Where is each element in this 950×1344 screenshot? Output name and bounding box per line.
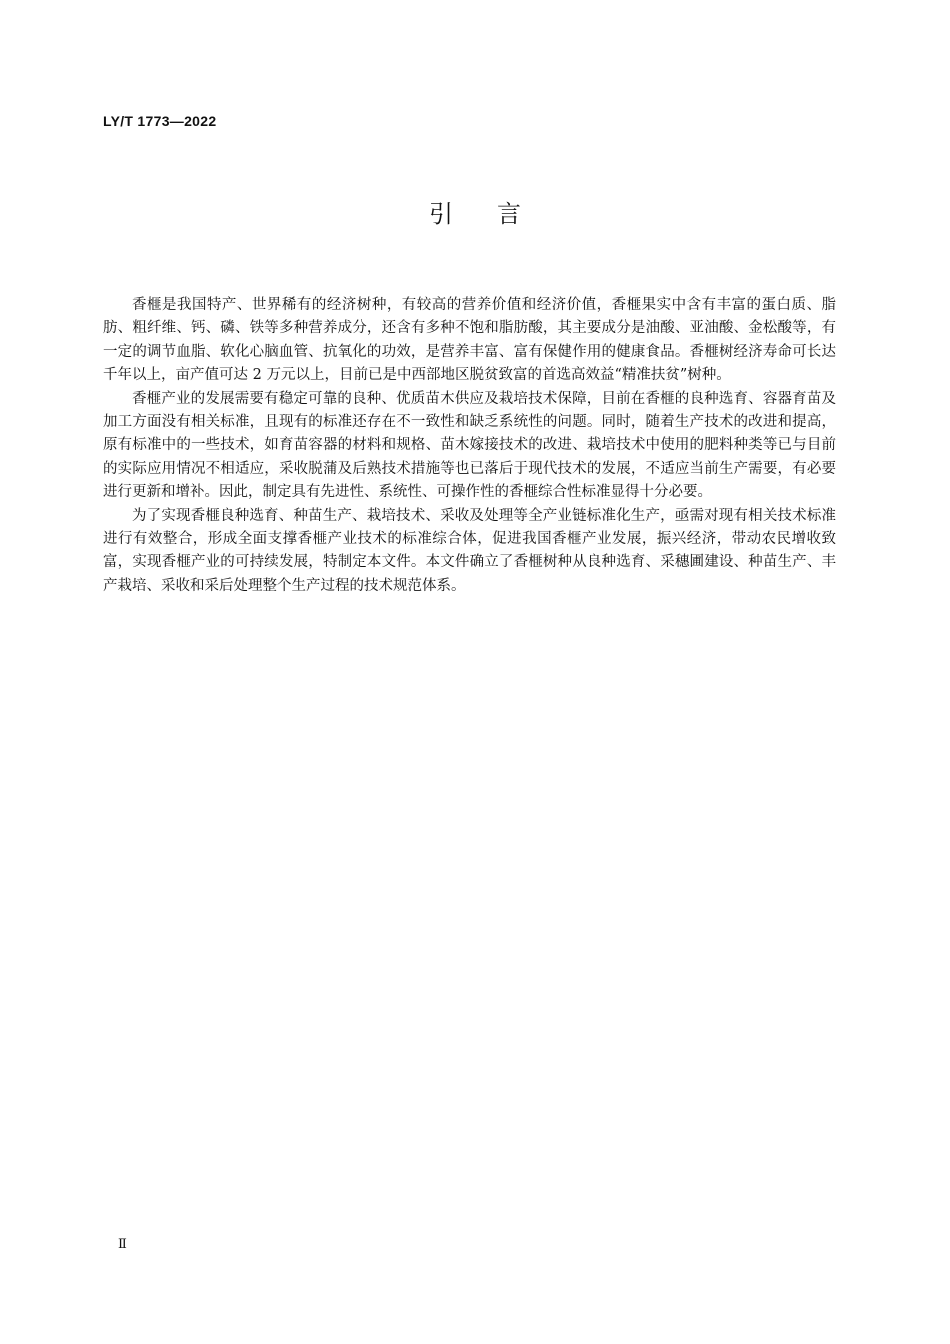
page-title: 引言 (429, 200, 565, 228)
paragraph-3: 为了实现香榧良种选育、种苗生产、栽培技术、采收及处理等全产业链标准化生产，亟需对现有相关技术标准进行有效整合，形成全面支撑香榧产业技术的标准综合体，促进我国香榧产业发展，振兴经济，带动农民增收致富，实现香榧产业的可持续发展，特制定本文件。本文件确立了香榧树种从良种选育、采穗圃建设、种苗生产、丰产栽培、采收和采后处理整个生产过程的技术规范体系。 (103, 507, 836, 594)
paragraph-2: 香榧产业的发展需要有稳定可靠的良种、优质苗木供应及栽培技术保障，目前在香榧的良种选育、容器育苗及加工方面没有相关标准，且现有的标准还存在不一致性和缺乏系统性的问题。同时，随着生产技术的改进和提高，原有标准中的一些技术，如育苗容器的材料和规格、苗木嫁接技术的改进、栽培技术中使用的肥料种类等已与目前的实际应用情况不相适应，采收脱蒲及后熟技术措施等也已落后于现代技术的发展，不适应当前生产需要，有必要进行更新和增补。因此，制定具有先进性、系统性、可操作性的香榧综合性标准显得十分必要。 (103, 390, 836, 501)
standard-code: LY/T 1773—2022 (103, 113, 217, 129)
introduction-body (103, 294, 836, 598)
paragraph-1: 香榧是我国特产、世界稀有的经济树种，有较高的营养价值和经济价值，香榧果实中含有丰富的蛋白质、脂肪、粗纤维、钙、磷、铁等多种营养成分，还含有多种不饱和脂肪酸，其主要成分是油酸、亚油酸、金松酸等，有一定的调节血脂、软化心脑血管、抗氧化的功效，是营养丰富、富有保健作用的健康食品。香榧树经济寿命可长达千年以上，亩产值可达 2 万元以上，目前已是中西部地区脱贫致富的首选高效益“精准扶贫”树种。 (103, 297, 836, 384)
page-number: Ⅱ (118, 1237, 127, 1252)
